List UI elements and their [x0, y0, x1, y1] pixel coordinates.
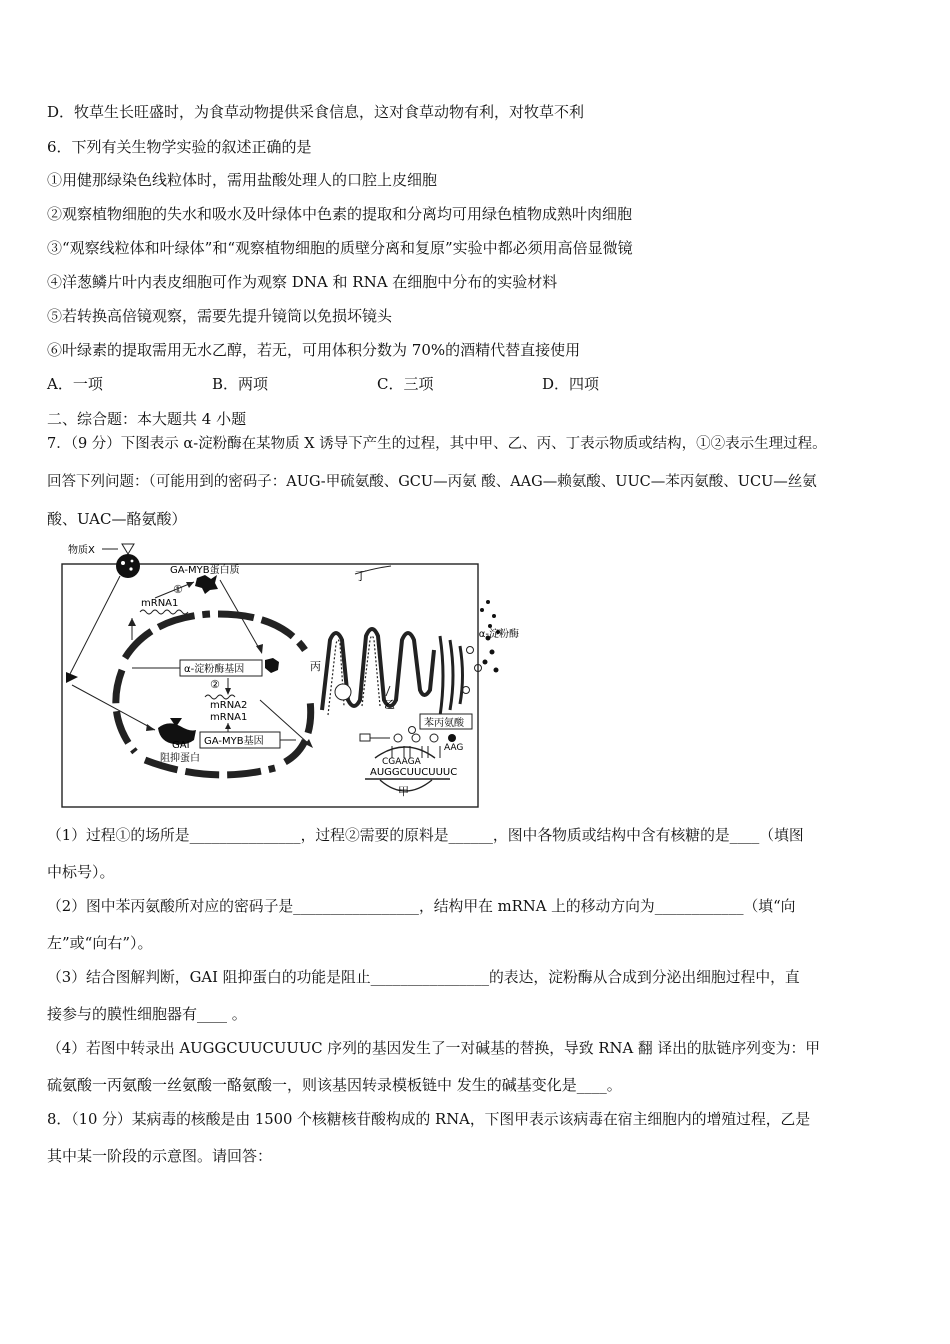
- q6-options: [47, 374, 747, 394]
- substance-x-triangle: [122, 544, 134, 554]
- mrna2-label: mRNA2: [210, 700, 248, 711]
- q7-part3-line1: （3）结合图解判断，GAI 阻抑蛋白的功能是阻止________________的表达，淀粉酶从合成到分泌出细胞过程中，直: [47, 969, 800, 986]
- alpha-amylase-label: α-淀粉酶: [478, 629, 519, 640]
- mrna2-wave: [205, 695, 235, 699]
- receptor-protein: [116, 554, 140, 578]
- mrna1-bottom-label: mRNA1: [210, 712, 248, 723]
- jia-label: 甲: [398, 785, 409, 798]
- q6-option-c: C．三项: [377, 375, 434, 393]
- mrna1-top-wave: [140, 610, 188, 614]
- q7-part1-line2: 中标号）。: [47, 863, 115, 881]
- mrna1-top-label: mRNA1: [141, 598, 179, 609]
- gai-label: GAI: [172, 740, 190, 751]
- q6-item-2: ②观察植物细胞的失水和吸水及叶绿体中色素的提取和分离均可用绿色植物成熟叶肉细胞: [47, 205, 633, 223]
- q6-item-5: ⑤若转换高倍镜观察，需要先提升镜筒以免损坏镜头: [47, 307, 393, 325]
- q6-option-b: B．两项: [212, 375, 269, 393]
- nuclear-envelope-top: [125, 614, 210, 658]
- ding-label: 丁: [355, 569, 368, 583]
- signal-triangle: [66, 672, 78, 683]
- q5-option-d: D．牧草生长旺盛时，为食草动物提供采食信息，这对食草动物有利，对牧草不利: [47, 103, 585, 121]
- amylase-gene-label: α-淀粉酶基因: [184, 664, 245, 675]
- ga-myb-protein-shape: [195, 575, 218, 594]
- q6-option-d: D．四项: [542, 375, 600, 393]
- phenylalanine-label: 苯丙氨酸: [424, 718, 464, 729]
- q7-part1-line1: （1）过程①的场所是_______________，过程②需要的原料是______，图中各物质或结构中含有核糖的是____（填图: [47, 827, 804, 844]
- q7-part2-line1: （2）图中苯丙氨酸所对应的密码子是_________________，结构甲在 mRNA 上的移动方向为____________（填“向: [47, 898, 796, 915]
- nuclear-envelope-right: [285, 700, 311, 762]
- q6-stem: 6．下列有关生物学实验的叙述正确的是: [47, 138, 312, 156]
- q6-option-a: A．一项: [47, 375, 103, 393]
- q7-part4-line1: （4）若图中转录出 AUGGCUUCUUUC 序列的基因发生了一对碱基的替换，导致 RNA 翻 译出的肽链序列变为：甲: [47, 1040, 821, 1057]
- q6-item-1: ①用健那绿染色线粒体时，需用盐酸处理人的口腔上皮细胞: [47, 171, 438, 189]
- amylase-induction-diagram: [60, 540, 520, 810]
- q6-item-4: ④洋葱鳞片叶内表皮细胞可作为观察 DNA 和 RNA 在细胞中分布的实验材料: [47, 273, 558, 291]
- q6-item-3: ③“观察线粒体和叶绿体”和“观察植物细胞的质壁分离和复原”实验中都必须用高倍显微镜: [47, 239, 633, 257]
- step1-label: ①: [173, 583, 183, 596]
- substance-x-label: 物质X: [68, 545, 95, 556]
- q7-stem-line3: 酸、UAC—酪氨酸）: [47, 510, 187, 528]
- bing-label: 丙: [310, 660, 321, 673]
- aag-label: AAG: [444, 743, 464, 753]
- q8-stem-line2: 其中某一阶段的示意图。请回答：: [47, 1147, 273, 1165]
- q8-stem-line1: 8．（10 分）某病毒的核酸是由 1500 个核糖核苷酸构成的 RNA，下图甲表示该病毒在宿主细胞内的增殖过程，乙是: [47, 1111, 811, 1128]
- ga-myb-protein-label: GA-MYB蛋白质: [170, 565, 240, 576]
- ga-myb-gene-label: GA-MYB基因: [204, 736, 264, 747]
- q7-stem-line2: 回答下列问题：（可能用到的密码子：AUG-甲硫氨酸、GCU—丙氨 酸、AAG—赖氨酸、UUC—苯丙氨酸、UCU—丝氨: [47, 474, 817, 490]
- q7-part2-line2: 左”或“向右”）。: [47, 934, 153, 952]
- yi-label: 乙: [384, 698, 395, 711]
- cgaaga-label: CGAAGA: [382, 757, 421, 767]
- q7-part3-line2: 接参与的膜性细胞器有____ 。: [47, 1005, 247, 1023]
- nuclear-envelope-left: [116, 670, 135, 752]
- golgi-apparatus: [440, 636, 463, 716]
- q7-stem-line1: 7．（9 分）下图表示 α-淀粉酶在某物质 X 诱导下产生的过程，其中甲、乙、丙、丁表示物质或结构，①②表示生理过程。: [47, 436, 827, 452]
- section-heading: 二、综合题：本大题共 4 小题: [47, 410, 247, 428]
- step2-label: ②: [210, 678, 220, 691]
- q7-part4-line2: 硫氨酸一丙氨酸一丝氨酸一酪氨酸一，则该基因转录模板链中 发生的碱基变化是____。: [47, 1076, 622, 1094]
- mrna-sequence: AUGGCUUCUUUC: [370, 767, 458, 778]
- gai-inhibitor-label: 阻抑蛋白: [160, 753, 200, 764]
- q6-item-6: ⑥叶绿素的提取需用无水乙醇，若无，可用体积分数为 70%的酒精代替直接使用: [47, 341, 581, 359]
